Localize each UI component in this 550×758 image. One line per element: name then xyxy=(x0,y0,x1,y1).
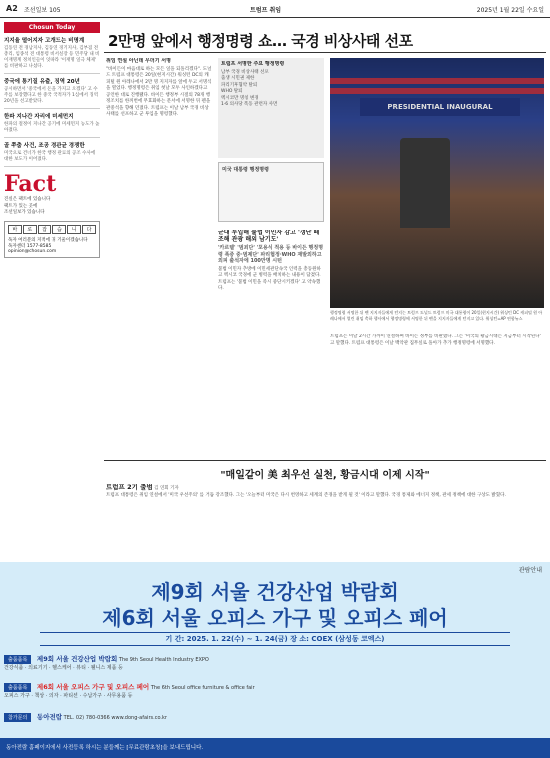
ad-row-name: 제9회 서울 건강산업 박람회 xyxy=(36,655,118,663)
cell-char: 습 xyxy=(52,225,66,234)
column-byline: 김 연회 기자 xyxy=(154,486,179,491)
bottom-article xyxy=(106,484,546,558)
brief-title: 한파 지나간 자리에 미세먼지 xyxy=(4,114,74,120)
ad-title-1: 제9회 서울 건강산업 박람회 xyxy=(151,580,399,604)
key-order-item: 남부 국경 비상사태 선포 xyxy=(221,69,269,75)
correction-cells xyxy=(8,225,96,234)
correction-box xyxy=(4,221,100,258)
page-header xyxy=(0,0,550,18)
ad-row-sub: The 9th Seoul Health Industry EXPO xyxy=(118,657,209,663)
fact-line: 진실은 팩트에 있습니다 xyxy=(4,197,51,202)
left-sidebar xyxy=(4,22,100,562)
ad-title-2: 제6회 서울 오피스 가구 및 오피스 페어 xyxy=(102,606,448,630)
ad-row-name: 동아전람 xyxy=(36,713,63,721)
headline-divider xyxy=(104,52,546,53)
correction-text: 독자 여러분의 지적에 귀 기울이겠습니다 xyxy=(8,237,88,243)
key-order-item: 출생 시민권 제한 xyxy=(221,76,255,81)
fact-line: 팩트가 있는 곳에 xyxy=(4,203,38,209)
brief-title: 골 쭈춤 사건, 조공 경관균 경쟁한 xyxy=(4,143,85,149)
column-title: 트럼프 2기 출범 xyxy=(106,484,153,491)
photo-banner: PRESIDENTIAL INAUGURAL xyxy=(360,98,520,116)
article3-body: 트럼프는 이날 2시간 가까이 연설하며 바이든 정부를 비판했다. 그는 '미국의 황금시대는 지금부터 시작된다' 고 말했다. 트럼프 대통령은 이날 백악관 집무실로 돌아가 추가 행정명령에 서명했다. xyxy=(330,334,541,346)
email-link[interactable]: opinion@chosun.com xyxy=(8,248,57,254)
brief-body: 한파의 절정이 지나간 공기에 미세먼지 농도가 높아졌다. xyxy=(4,122,100,133)
key-order-item: 파리기후협약 탈퇴 xyxy=(221,82,258,88)
brief-item[interactable] xyxy=(4,109,100,138)
key-orders-box xyxy=(218,58,324,158)
fact-slogan xyxy=(4,197,100,217)
key-orders-title: 트럼프 서명한 주요 행정명령 xyxy=(221,61,285,67)
brief-title: 지지율 떨어지자 고개드는 비명계 xyxy=(4,38,85,44)
tag-box-label: 미국 대통령 행정명령 xyxy=(222,167,269,173)
article2-title[interactable]: 군대 투입해 불법 이민자 감고 '갱단 떼조해 관광 해외 남기도' xyxy=(218,230,320,243)
ad-row-sub: The 6th Seoul office furniture & office fair xyxy=(150,685,255,691)
brief-item[interactable] xyxy=(4,138,100,167)
article-column-1 xyxy=(106,58,212,458)
cell-char: 로 xyxy=(23,225,37,234)
article-column-3 xyxy=(330,334,544,460)
photo-podium xyxy=(400,138,450,228)
key-order-item: WHO 탈퇴 xyxy=(221,89,243,94)
ad-row-label: 출품품목 xyxy=(4,655,31,664)
ad-period: 기 간: 2025. 1. 22(수) ~ 1. 24(금) 장 소: COEX (삼성동 코엑스) xyxy=(40,632,510,646)
ad-tag: 관람안내 xyxy=(518,567,542,574)
page-number: A2 xyxy=(6,4,18,13)
brief-body: 미국으로 건너가 한국 행정 관료의 공조 수사에 대한 보도가 이어졌다. xyxy=(4,151,96,162)
article2-body: 불법 이민자 추방에 이민세관단속국 인력을 총동원하고 멕시코 국경에 군 병력을 배치하는 내용이 담겼다. 트럼프는 '불법 이민을 즉시 중단시키겠다' 고 약속했다. xyxy=(218,266,321,291)
article-body: "바이든이 마음대로 하는 모든 일을 되돌리겠다". 도널드 트럼프 대통령은 20일(현지시간) 워싱턴 DC의 캐피털 원 아레나에서 2만 명 지지자를 앞에 두고 서명식을 열었다. 행정명령은 취임 첫날 모두 사인하겠다고 공언한 대로 진행됐다. 바이든 행정부 시절의 78개 행정조치를 한꺼번에 무효화하는 문서에 서명한 뒤 펜을 관중석을 향해 던졌다. 트럼프는 이날 남부 국경 비상사태를 선포하고 군 투입을 명령했다. xyxy=(106,66,212,117)
fact-logo: Fact xyxy=(4,171,57,197)
brief-body: 공시하면서 '중국에서 돈을 가지고 오겠다' 고 수주를 보장했다고 한 중국 국적자가 1심에서 징역 20년을 선고받았다. xyxy=(4,87,99,104)
brief-item[interactable] xyxy=(4,33,100,74)
article-kicker: 취임 연설 아닌데 무더기 서명 xyxy=(106,58,171,64)
main-headline[interactable]: 2만명 앞에서 행정명령 쇼… 국경 비상사태 선포 xyxy=(108,32,413,50)
ad-row xyxy=(4,712,546,722)
paper-name: 조선일보 105 xyxy=(24,7,61,14)
issue-date: 2025년 1월 22일 수요일 xyxy=(476,7,544,14)
ad-row-desc: 건강식품 · 의료기기 · 헬스케어 · 뷰티 · 웰니스 제품 등 xyxy=(4,665,123,671)
phone-label: 독자센터 xyxy=(8,243,26,249)
tag-box xyxy=(218,162,324,222)
section-divider xyxy=(104,460,546,461)
ad-row-desc[interactable]: www.dong-afairs.co.kr xyxy=(111,715,167,721)
cell-char: 바 xyxy=(8,225,22,234)
ad-row xyxy=(4,682,546,699)
ad-row-desc: 오피스 가구 · 책상 · 의자 · 파티션 · 수납가구 · 사무용품 등 xyxy=(4,693,133,699)
photo-stripe xyxy=(330,88,544,94)
ad-row-label: 참가문의 xyxy=(4,713,31,722)
cell-char: 다 xyxy=(82,225,96,234)
key-orders-content xyxy=(221,61,321,109)
cell-char: 니 xyxy=(67,225,81,234)
expo-advertisement[interactable] xyxy=(0,562,550,758)
section-title: 트럼프 취임 xyxy=(250,7,282,14)
key-order-item: 1·6 의사당 폭동 관련자 사면 xyxy=(221,102,278,107)
news-photo[interactable] xyxy=(330,58,544,308)
cell-char: 잡 xyxy=(38,225,52,234)
brief-item[interactable] xyxy=(4,74,100,109)
ad-row-label: 출품품목 xyxy=(4,683,31,692)
photo-stripe xyxy=(330,78,544,84)
phone-number[interactable]: 1577-8585 xyxy=(26,243,52,249)
article-column-2 xyxy=(218,230,324,460)
column-body: 트럼프 대통령은 취임 연설에서 '미국 우선주의' 를 거듭 강조했다. 그는 '오늘부터 미국은 다시 번영하고 세계의 존경을 받게 될 것' 이라고 말했다. 국경 통제와 에너지 정책, 관세 정책에 대한 구상도 밝혔다. xyxy=(106,492,506,498)
quote-headline[interactable]: "매일같이 美 최우선 실천, 황금시대 이제 시작" xyxy=(220,470,430,481)
brief-title: 중국에 통기질 유출, 징역 20년 xyxy=(4,79,80,85)
article2-sub: '카르텔' '범죄단' '포용식 적용 등 바이든 행정명령 폭증 중·범제단' 파리협정·WHO 재발외하고 외피 출석자에 100만명 시턴 xyxy=(218,245,324,264)
photo-caption: 행정명령 서명한 뒤 펜 지지자들에게 던지는 트럼프 도널드 트럼프 미국 대통령이 20일(현지시간) 워싱턴 DC 캐피털 원 아레나에서 열린 취임 축하 행사에서 행정명령에 서명한 뒤 펜을 지지자들에게 던지고 있다. 워싱턴=AP 연합뉴스 xyxy=(330,310,543,321)
fact-line: 조선일보가 있습니다 xyxy=(4,210,45,215)
today-label: Chosun Today xyxy=(4,22,100,33)
brief-body: 김동연 전 경남지사, 김동연 경기지사, 김부겸 전 총리, 임종석 전 대통령 비서실장 등 민주당 내 비이재명계 정치인들이 잇따라 '이재명 일극 체제' 를 비판하고 나섰다. xyxy=(4,46,100,69)
ad-footer[interactable]: 동아전람 홈페이지에서 사전등록 하시는 분들께는 [무료관람초청]을 보내드립니다. xyxy=(0,738,550,758)
ad-row-sub[interactable]: TEL. 02) 780-0366 xyxy=(63,715,110,721)
ad-row-name: 제6회 서울 오피스 가구 및 오피스 페어 xyxy=(36,683,150,691)
key-order-item: 멕시코만 명칭 변경 xyxy=(221,95,259,101)
ad-row xyxy=(4,654,546,671)
